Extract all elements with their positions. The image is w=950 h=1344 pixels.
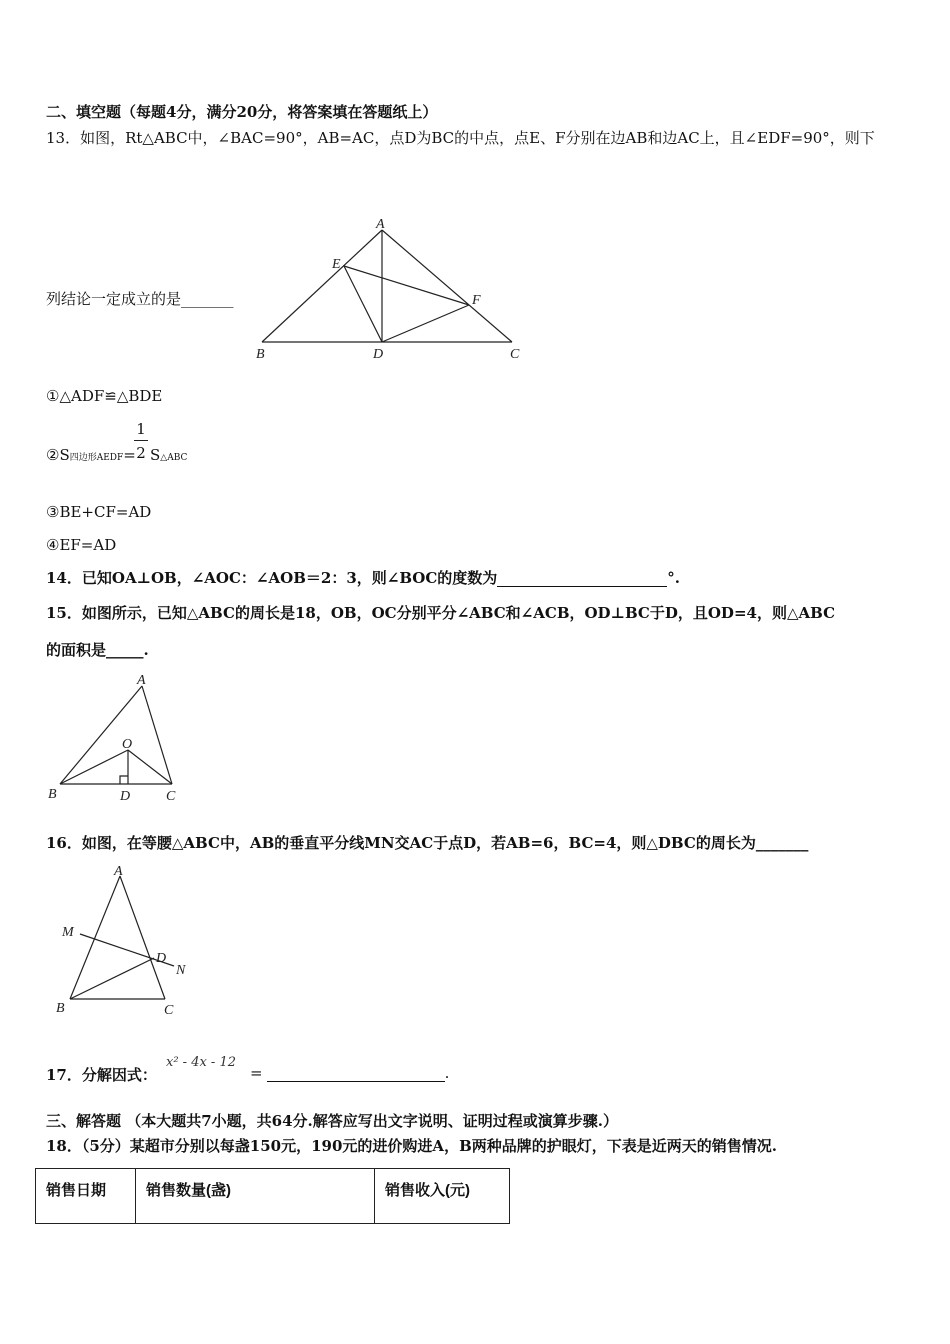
answer-blank	[497, 572, 667, 587]
q16-figure	[50, 862, 200, 1022]
label-o: O	[122, 737, 133, 752]
q17-equals: =	[250, 1064, 263, 1082]
label-c: C	[510, 347, 520, 362]
label-m: M	[62, 925, 74, 940]
label-n: N	[176, 963, 186, 978]
label-a: A	[376, 218, 385, 232]
option-2-eq: =	[123, 446, 136, 464]
question-14	[46, 569, 680, 587]
question-14-end: °.	[667, 569, 681, 587]
label-a: A	[114, 864, 123, 879]
fraction-denominator: 2	[136, 444, 146, 462]
fraction-bar	[134, 440, 148, 441]
question-13-line2: 列结论一定成立的是_______	[46, 290, 234, 308]
label-c: C	[164, 1003, 174, 1018]
q13-option-3: ③BE+CF=AD	[46, 503, 152, 521]
label-b: B	[256, 347, 265, 362]
question-13-line1: 13．如图，Rt△ABC中，∠BAC=90°，AB=AC，点D为BC的中点，点E、F分别在边AB和边AC上，且∠EDF=90°，则下	[46, 129, 875, 147]
label-b: B	[48, 787, 57, 802]
label-b: B	[56, 1001, 65, 1016]
option-2-suffix: S	[150, 446, 161, 464]
question-16: 16．如图，在等腰△ABC中，AB的垂直平分线MN交AC于点D，若AB=6，BC=4，则△DBC的周长为_______	[46, 834, 809, 852]
question-18: 18．（5分）某超市分别以每盏150元，190元的进价购进A，B两种品牌的护眼灯，下表是近两天的销售情况.	[46, 1137, 777, 1155]
label-d: D	[120, 789, 131, 804]
option-2-sub: 四边形AEDF	[69, 453, 124, 463]
table-header-revenue: 销售收入(元)	[375, 1169, 510, 1224]
question-17-label: 17．分解因式：	[46, 1066, 157, 1084]
q17-answer	[250, 1064, 449, 1082]
question-14-text: 14．已知OA⊥OB，∠AOC：∠AOB＝2：3，则∠BOC的度数为	[46, 569, 498, 587]
label-d: D	[373, 347, 384, 362]
label-a: A	[137, 673, 146, 688]
sales-table	[35, 1168, 510, 1224]
answer-blank	[267, 1067, 445, 1082]
option-2-prefix: ②S	[46, 446, 70, 464]
label-d: D	[156, 951, 167, 966]
q13-option-1: ①△ADF≌△BDE	[46, 387, 163, 405]
q13-option-4: ④EF=AD	[46, 536, 117, 554]
q15-figure	[40, 668, 200, 808]
q17-end: .	[444, 1064, 450, 1082]
table-row	[36, 1169, 510, 1224]
q13-figure	[248, 218, 538, 368]
table-header-date: 销售日期	[36, 1169, 136, 1224]
question-15-line2: 的面积是_____.	[46, 641, 149, 659]
option-2-suffix-sub: △ABC	[160, 453, 188, 463]
label-c: C	[166, 789, 176, 804]
label-e: E	[332, 257, 341, 272]
question-15-line1: 15．如图所示，已知△ABC的周长是18，OB，OC分别平分∠ABC和∠ACB，OD⊥BC于D，且OD=4，则△ABC	[46, 604, 836, 622]
table-header-quantity: 销售数量(盏)	[136, 1169, 375, 1224]
label-f: F	[472, 293, 481, 308]
section-2-heading: 二、填空题（每题4分，满分20分，将答案填在答题纸上）	[46, 103, 438, 121]
q17-expression: x² - 4x - 12	[166, 1055, 237, 1070]
section-3-heading: 三、解答题 （本大题共7小题，共64分.解答应写出文字说明、证明过程或演算步骤.）	[46, 1112, 618, 1130]
fraction-numerator: 1	[136, 420, 146, 438]
